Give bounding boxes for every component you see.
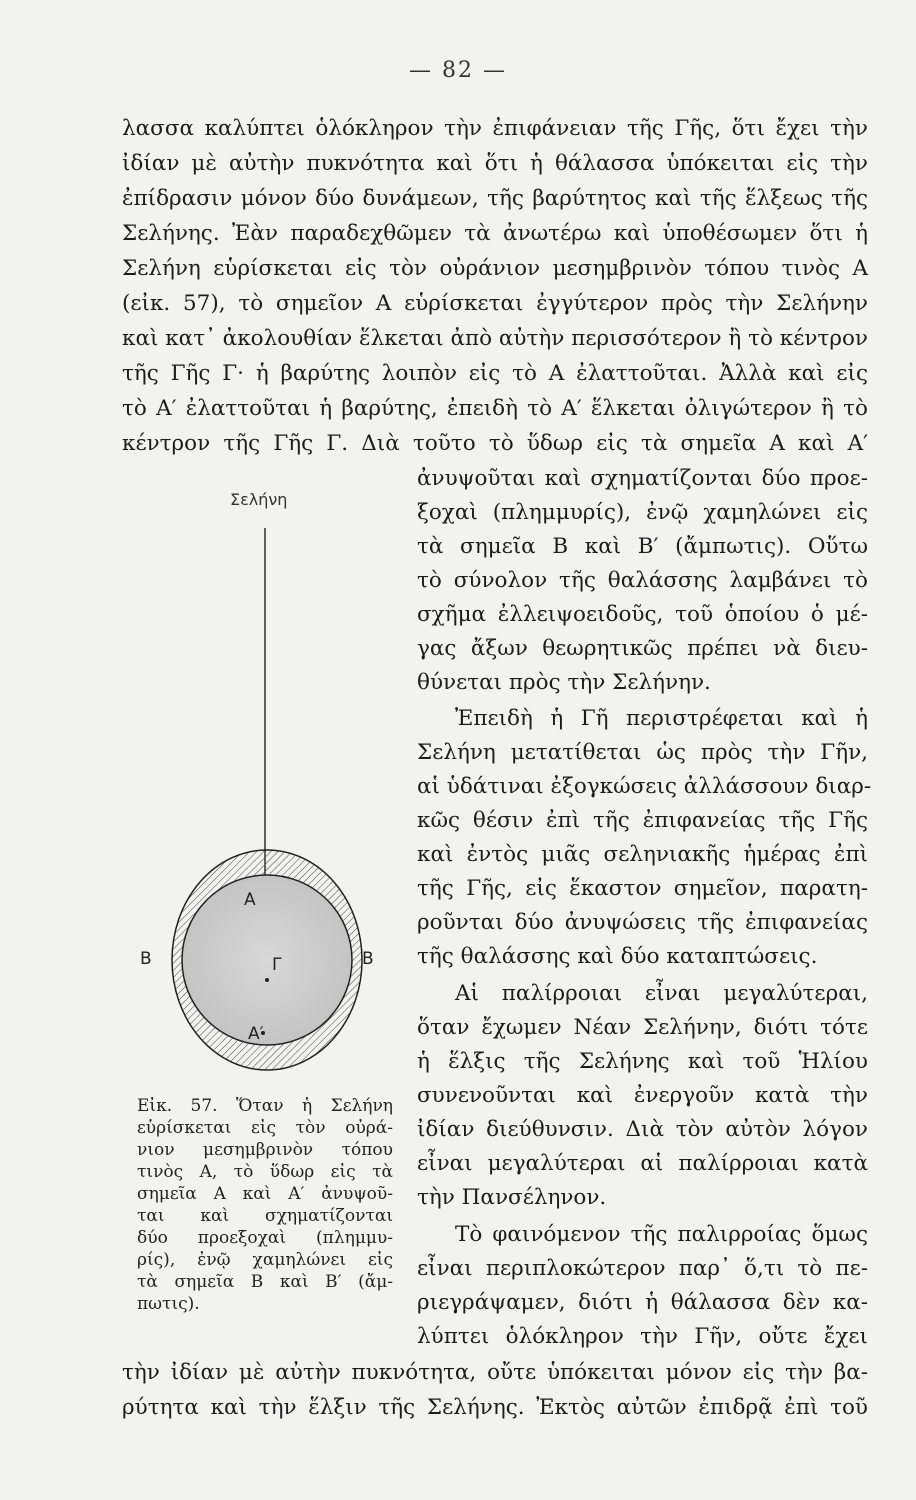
page-number: — 82 — — [409, 58, 507, 83]
text-line: ἐπίδρασιν μόνον δύο δυνάμεων, τῆς βαρύτητος καὶ τῆς ἕλξεως τῆς — [122, 186, 868, 211]
caption-line: δύο προεξοχαὶ (πλημμυ- — [137, 1228, 393, 1248]
text-line: (εἰκ. 57), τὸ σημεῖον Α εὑρίσκεται ἐγγύτερον πρὸς τὴν Σελήνην — [122, 291, 868, 316]
label-g: Γ — [272, 955, 282, 975]
text-line: Αἱ παλίρροιαι εἶναι μεγαλύτεραι, — [455, 981, 868, 1006]
text-line: τῆς Γῆς, εἰς ἕκαστον σημεῖον, παρατη- — [417, 876, 868, 901]
label-a: Α — [244, 890, 256, 910]
text-line: τῆς Γῆς Γ· ἡ βαρύτης λοιπὸν εἰς τὸ Α ἐλαττοῦται. Ἀλλὰ καὶ εἰς — [122, 361, 868, 386]
text-line: ξοχαὶ (πλημμυρίς), ἐνῷ χαμηλώνει εἰς — [417, 500, 868, 525]
earth-diagram — [130, 490, 400, 1090]
text-line: Σελήνη εὑρίσκεται εἰς τὸν οὐράνιον μεσημβρινὸν τόπου τινὸς Α — [122, 256, 868, 281]
caption-line: Εἰκ. 57. Ὅταν ἡ Σελήνη — [137, 1096, 393, 1116]
text-line: εἶναι μεγαλύτεραι αἱ παλίρροιαι κατὰ — [417, 1151, 868, 1176]
text-line: Ἐπειδὴ ἡ Γῆ περιστρέφεται καὶ ἡ — [455, 706, 868, 731]
text-line: τὴν ἰδίαν μὲ αὐτὴν πυκνότητα, οὔτε ὑπόκειται μόνον εἰς τὴν βα- — [122, 1360, 868, 1385]
earth-center-dot — [265, 978, 269, 982]
text-line: ἰδίαν διεύθυνσιν. Διὰ τὸν αὐτὸν λόγον — [417, 1117, 868, 1142]
text-line: Τὸ φαινόμενον τῆς παλιρροίας ὅμως — [455, 1222, 868, 1247]
text-line: εἶναι περιπλοκώτερον παρ᾽ ὅ,τι τὸ πε- — [417, 1256, 868, 1281]
text-line: γας ἄξων θεωρητικῶς πρέπει νὰ διευ- — [417, 636, 868, 661]
text-line: λύπτει ὁλόκληρον τὴν Γῆν, οὔτε ἔχει — [417, 1324, 868, 1349]
text-line: σχῆμα ἐλλειψοειδοῦς, τοῦ ὁποίου ὁ μέ- — [417, 602, 868, 627]
text-line: τῆς θαλάσσης καὶ δύο καταπτώσεις. — [417, 944, 818, 969]
text-line: συνενοῦνται καὶ ἐνεργοῦν κατὰ τὴν — [417, 1083, 868, 1108]
tide-figure — [130, 490, 400, 1080]
label-a-prime: Α′ — [248, 1024, 264, 1044]
caption-line: νιον μεσημβρινὸν τόπου — [137, 1140, 393, 1160]
caption-line: σημεῖα Α καὶ Α′ ἀνυψοῦ- — [137, 1184, 393, 1204]
caption-line: εὑρίσκεται εἰς τὸν οὐρά- — [137, 1118, 393, 1138]
label-b-right: Β — [362, 949, 374, 969]
text-line: κῶς θέσιν ἐπὶ τῆς ἐπιφανείας τῆς Γῆς — [417, 808, 868, 833]
caption-line: τινὸς Α, τὸ ὕδωρ εἰς τὰ — [137, 1162, 393, 1182]
label-b-left: Β — [140, 949, 152, 969]
text-line: ριεγράψαμεν, διότι ἡ θάλασσα δὲν κα- — [417, 1290, 868, 1315]
caption-line: πωτις). — [137, 1294, 200, 1314]
text-line: ἰδίαν μὲ αὐτὴν πυκνότητα καὶ ὅτι ἡ θάλασσα ὑπόκειται εἰς τὴν — [122, 151, 868, 176]
text-line: καὶ ἐντὸς μιᾶς σεληνιακῆς ἡμέρας ἐπὶ — [417, 842, 868, 867]
text-line: Σελήνης. Ἐὰν παραδεχθῶμεν τὰ ἀνωτέρω καὶ ὑποθέσωμεν ὅτι ἡ — [122, 221, 868, 246]
text-line: τὸ Α′ ἐλαττοῦται ἡ βαρύτης, ἐπειδὴ τὸ Α′ ἕλκεται ὀλιγώτερον ἢ τὸ — [122, 396, 868, 421]
text-line: καὶ κατ᾽ ἀκολουθίαν ἕλκεται ἀπὸ αὐτὴν περισσότερον ἢ τὸ κέντρον — [122, 326, 868, 351]
text-line: ροῦνται δύο ἀνυψώσεις τῆς ἐπιφανείας — [417, 910, 868, 935]
caption-line: ται καὶ σχηματίζονται — [137, 1206, 393, 1226]
text-line: ὅταν ἔχωμεν Νέαν Σελήνην, διότι τότε — [417, 1015, 868, 1040]
text-line: ρύτητα καὶ τὴν ἕλξιν τῆς Σελήνης. Ἐκτὸς αὐτῶν ἐπιδρᾷ ἐπὶ τοῦ — [122, 1395, 868, 1420]
text-line: ἡ ἕλξις τῆς Σελήνης καὶ τοῦ Ἡλίου — [417, 1049, 868, 1074]
caption-line: ρίς), ἐνῷ χαμηλώνει εἰς — [137, 1250, 393, 1270]
text-line: ἀνυψοῦται καὶ σχηματίζονται δύο προε- — [417, 466, 868, 491]
text-line: Σελήνη μετατίθεται ὡς πρὸς τὴν Γῆν, — [417, 740, 868, 765]
figure-caption — [113, 1095, 393, 1315]
text-line: τὸ σύνολον τῆς θαλάσσης λαμβάνει τὸ — [417, 568, 868, 593]
text-line: θύνεται πρὸς τὴν Σελήνην. — [417, 670, 711, 695]
text-line: λασσα καλύπτει ὁλόκληρον τὴν ἐπιφάνειαν τῆς Γῆς, ὅτι ἔχει τὴν — [122, 116, 868, 141]
text-line: τὴν Πανσέληνον. — [417, 1185, 607, 1210]
text-line: κέντρον τῆς Γῆς Γ. Διὰ τοῦτο τὸ ὕδωρ εἰς τὰ σημεῖα Α καὶ Α′ — [122, 431, 868, 456]
text-line: αἱ ὑδάτιναι ἐξογκώσεις ἀλλάσσουν διαρ- — [417, 774, 872, 799]
earth-circle — [182, 875, 352, 1045]
moon-label: Σελήνη — [230, 490, 288, 509]
text-line: τὰ σημεῖα Β καὶ Β′ (ἄμπωτις). Οὕτω — [417, 534, 868, 559]
caption-line: τὰ σημεῖα Β καὶ Β′ (ἄμ- — [137, 1272, 393, 1292]
